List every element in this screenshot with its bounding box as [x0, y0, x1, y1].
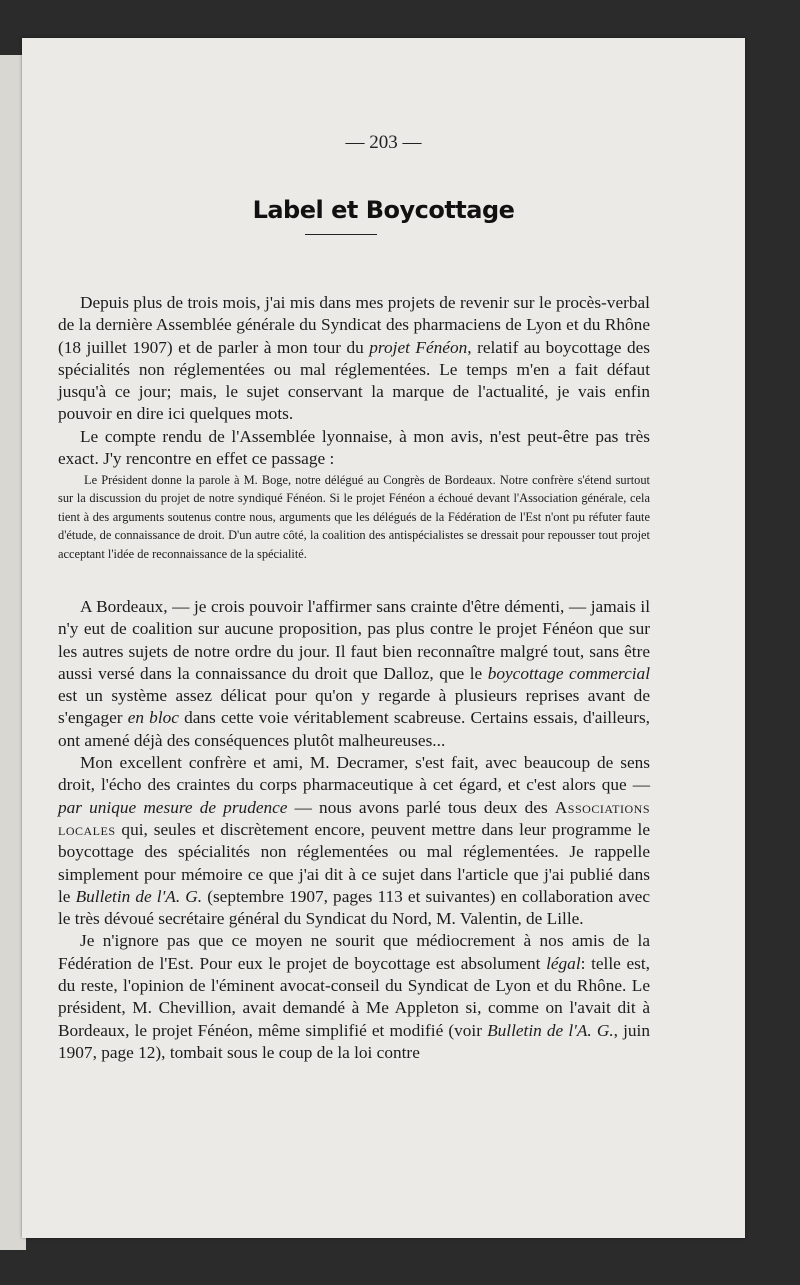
article-title: Label et Boycottage: [252, 196, 515, 224]
document-page: [22, 38, 745, 1238]
paragraph-4: Mon excellent confrère et ami, M. Decramer, s'est fait, avec beaucoup de sens droit, l'écho des craintes du corps pharmaceutique à cet égard, et c'est alors que — par unique mesure de prudence — nous avons parlé tous deux des Associations locales qui, seules et discrètement encore, peuvent mettre dans leur programme le boycottage des spécialités non réglementées ou mal réglementées. Je rappelle simplement pour mémoire ce que j'ai dit à ce sujet dans l'article que j'ai publié dans le Bulletin de l'A. G. (septembre 1907, pages 113 et suivantes) en collaboration avec le très dévoué secrétaire général du Syndicat du Nord, M. Valentin, de Lille.: [58, 753, 650, 929]
page-number: — 203 —: [345, 132, 422, 153]
paragraph-5: Je n'ignore pas que ce moyen ne sourit que médiocrement à nos amis de la Fédération de l'Est. Pour eux le projet de boycottage est absolument légal: telle est, du reste, l'opinion de l'éminent avocat-conseil du Syndicat de Lyon et du Rhône. Le président, M. Chevillion, avait demandé à Me Appleton si, comme on l'avait dit à Bordeaux, le projet Fénéon, même simplifié et modifié (voir Bulletin de l'A. G., juin 1907, page 12), tombait sous le coup de la loi contre: [58, 931, 650, 1062]
main-section: [58, 596, 650, 1064]
paragraph-2: Le compte rendu de l'Assemblée lyonnaise, à mon avis, n'est peut-être pas très exact. J'y rencontre en effet ce passage :: [58, 426, 650, 469]
quote-paragraph: Le Président donne la parole à M. Boge, notre délégué au Congrès de Bordeaux. Notre confrère s'étend surtout sur la discussion du projet de notre syndiqué Fénéon. Si le projet Fénéon a échoué devant l'Association générale, cela tient à des arguments soutenus contre nous, arguments que les délégués de la Fédération de l'Est n'ont pu réfuter faute d'étude, de connaissance de droit. D'un autre côté, la coalition des antispécialistes se dressait pour repousser tout projet acceptant l'idée de reconnaissance de la spécialité.: [58, 473, 650, 561]
intro-section: [58, 292, 650, 470]
paragraph-3: A Bordeaux, — je crois pouvoir l'affirmer sans crainte d'être démenti, — jamais il n'y eut de coalition sur aucune proposition, pas plus contre le projet Fénéon que sur les autres sujets de notre ordre du jour. Il faut bien reconnaître malgré tout, sans être aussi versé dans la connaissance du droit que Dalloz, que le boycottage commercial est un système assez délicat pour qu'on y regarde à plusieurs reprises avant de s'engager en bloc dans cette voie véritablement scabreuse. Certains essais, d'ailleurs, ont amené déjà des conséquences plutôt malheureuses...: [58, 597, 650, 750]
paragraph-1: Depuis plus de trois mois, j'ai mis dans mes projets de revenir sur le procès-verbal de la dernière Assemblée générale du Syndicat des pharmaciens de Lyon et du Rhône (18 juillet 1907) et de parler à mon tour du projet Fénéon, relatif au boycottage des spécialités non réglementées ou mal réglementées. Le temps m'en a fait défaut jusqu'à ce jour; mais, le sujet conservant la marque de l'actualité, je vais enfin pouvoir en dire ici quelques mots.: [58, 293, 650, 424]
quoted-passage: [58, 471, 650, 563]
title-divider: [305, 234, 377, 235]
